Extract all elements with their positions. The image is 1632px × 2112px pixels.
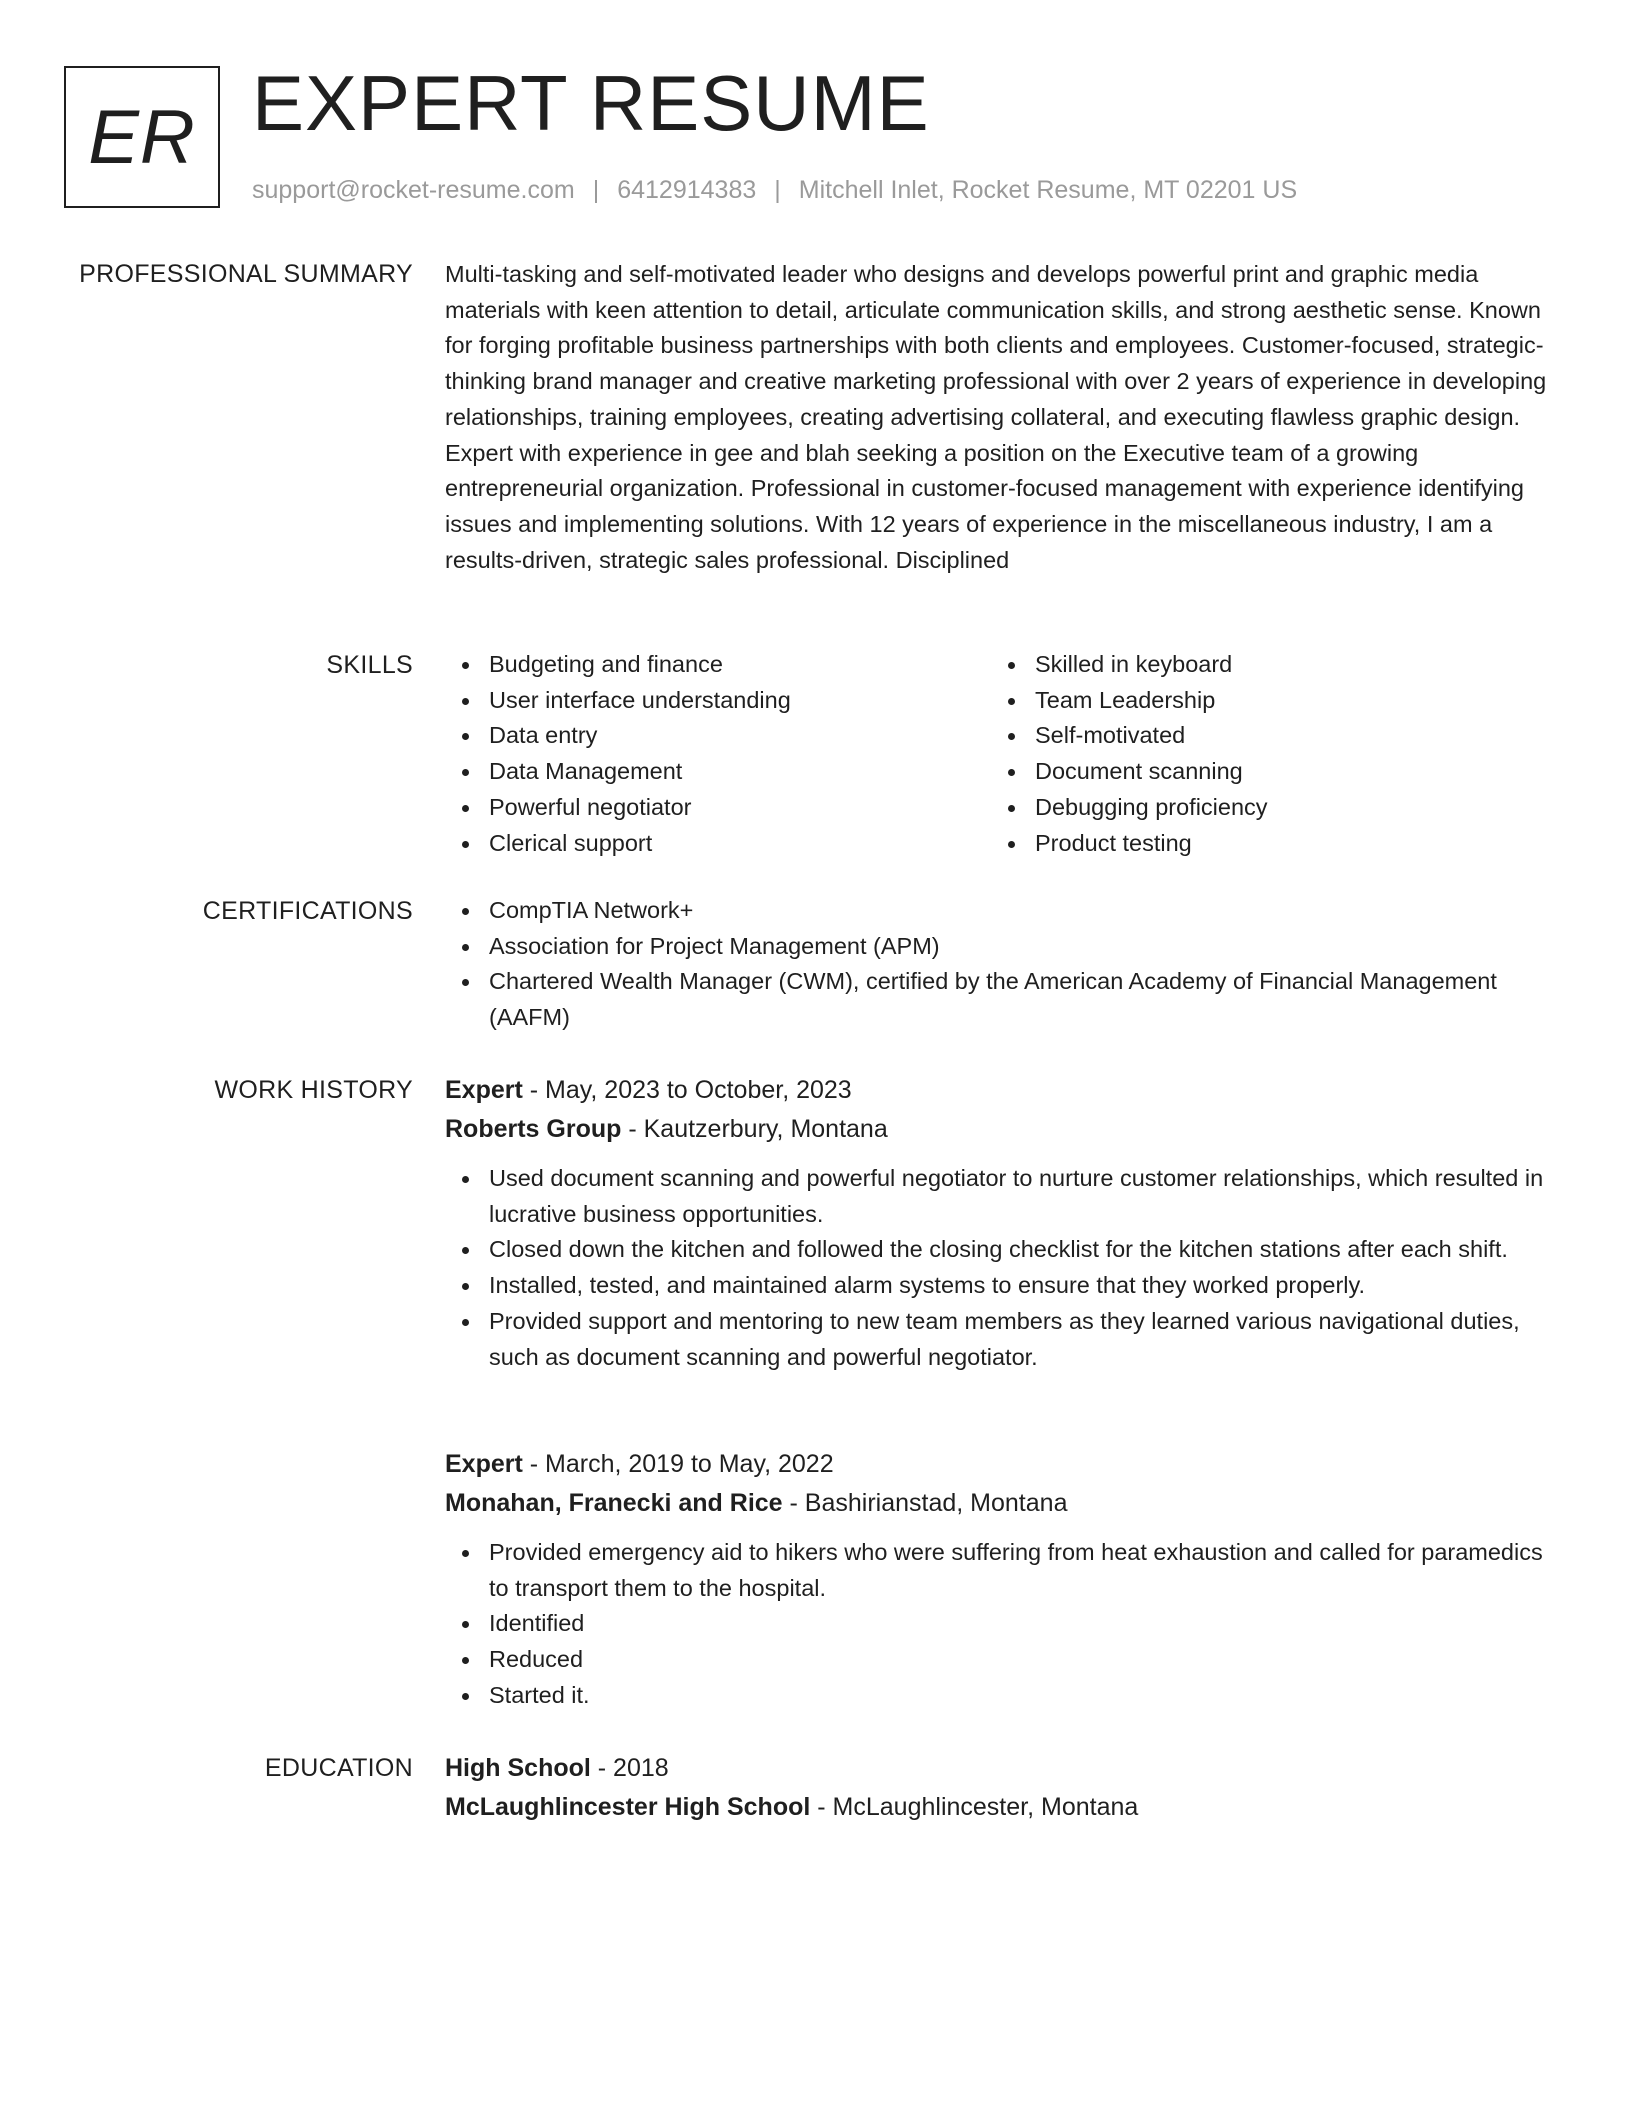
education-degree-line: [445, 1750, 1565, 1786]
skill-item: Document scanning: [991, 754, 1537, 790]
resume-name: EXPERT RESUME: [252, 59, 930, 147]
education-location: - McLaughlincester, Montana: [810, 1793, 1139, 1821]
contact-separator: |: [774, 176, 781, 204]
education-year: - 2018: [590, 1754, 669, 1782]
job-bullets: [445, 1161, 1565, 1375]
skills-heading: SKILLS: [326, 651, 413, 679]
monogram-box: [64, 66, 220, 208]
contact-line: [252, 174, 1297, 206]
job-dates: - May, 2023 to October, 2023: [522, 1076, 852, 1104]
resume-header: [0, 0, 1632, 220]
education-degree: High School: [445, 1754, 591, 1782]
skill-item: Data Management: [445, 754, 991, 790]
education-school: McLaughlincester High School: [445, 1793, 811, 1821]
job-location: - Bashirianstad, Montana: [782, 1489, 1068, 1517]
certifications-list: [445, 893, 1565, 1036]
job-bullet: Installed, tested, and maintained alarm systems to ensure that they worked properly.: [445, 1268, 1565, 1304]
job-bullets: [445, 1535, 1565, 1714]
skill-item: User interface understanding: [445, 683, 991, 719]
job-company: Roberts Group: [445, 1115, 622, 1143]
skill-item: Budgeting and finance: [445, 647, 991, 683]
skill-item: Self-motivated: [991, 718, 1537, 754]
job-location: - Kautzerbury, Montana: [621, 1115, 888, 1143]
certification-item: Chartered Wealth Manager (CWM), certified by the American Academy of Financial Management (AAFM): [445, 964, 1565, 1035]
education-entry: [445, 1750, 1565, 1825]
job-bullet: Provided emergency aid to hikers who were suffering from heat exhaustion and called for paramedics to transport them to the hospital.: [445, 1535, 1565, 1606]
skills-list: [445, 647, 1565, 861]
job-bullet: Used document scanning and powerful negotiator to nurture customer relationships, which resulted in lucrative business opportunities.: [445, 1161, 1565, 1232]
skill-item: Powerful negotiator: [445, 790, 991, 826]
job-bullet: Provided support and mentoring to new team members as they learned various navigational duties, such as document scanning and powerful negotiator.: [445, 1304, 1565, 1375]
job-company-line: [445, 1485, 1565, 1521]
job-dates: - March, 2019 to May, 2022: [522, 1450, 834, 1478]
certification-item: Association for Project Management (APM): [445, 929, 1565, 965]
job-title-line: [445, 1072, 1565, 1108]
education-heading: EDUCATION: [264, 1754, 413, 1782]
skill-item: Skilled in keyboard: [991, 647, 1537, 683]
job-title: Expert: [445, 1450, 523, 1478]
skill-item: Debugging proficiency: [991, 790, 1537, 826]
job-entry: [445, 1072, 1565, 1375]
job-company-line: [445, 1111, 1565, 1147]
job-bullet: Started it.: [445, 1678, 1565, 1714]
job-bullet: Reduced: [445, 1642, 1565, 1678]
summary-heading: PROFESSIONAL SUMMARY: [79, 260, 413, 288]
certifications-heading: CERTIFICATIONS: [202, 897, 413, 925]
work-history-heading: WORK HISTORY: [214, 1076, 413, 1104]
contact-email[interactable]: support@rocket-resume.com: [252, 176, 575, 204]
skill-item: Product testing: [991, 826, 1537, 862]
job-title-line: [445, 1446, 1565, 1482]
education-school-line: [445, 1789, 1565, 1825]
contact-separator: |: [592, 176, 600, 204]
skills-column-left: [445, 647, 991, 861]
job-bullet: Closed down the kitchen and followed the closing checklist for the kitchen stations after each shift.: [445, 1232, 1565, 1268]
contact-address: Mitchell Inlet, Rocket Resume, MT 02201 US: [798, 176, 1298, 204]
skill-item: Clerical support: [445, 826, 991, 862]
job-entry: [445, 1446, 1565, 1714]
job-title: Expert: [445, 1076, 523, 1104]
skill-item: Data entry: [445, 718, 991, 754]
certification-item: CompTIA Network+: [445, 893, 1565, 929]
job-company: Monahan, Franecki and Rice: [445, 1489, 783, 1517]
monogram-initials: ER: [88, 94, 196, 180]
job-bullet: Identified: [445, 1606, 1565, 1642]
contact-phone[interactable]: 6412914383: [617, 176, 757, 204]
summary-text: Multi-tasking and self-motivated leader who designs and develops powerful print and graphic media materials with keen attention to detail, articulate communication skills, and strong aesthetic sense. Known for forging profitable business partnerships with both clients and employees. Customer-focused, strategic-thinking brand manager and creative marketing professional with over 2 years of experience in developing relationships, training employees, creating advertising collateral, and executing flawless graphic design. Expert with experience in gee and blah seeking a position on the Executive team of a growing entrepreneurial organization. Professional in customer-focused management with experience identifying issues and implementing solutions. With 12 years of experience in the miscellaneous industry, I am a results-driven, strategic sales professional. Disciplined: [445, 261, 1547, 573]
skill-item: Team Leadership: [991, 683, 1537, 719]
skills-column-right: [991, 647, 1537, 861]
